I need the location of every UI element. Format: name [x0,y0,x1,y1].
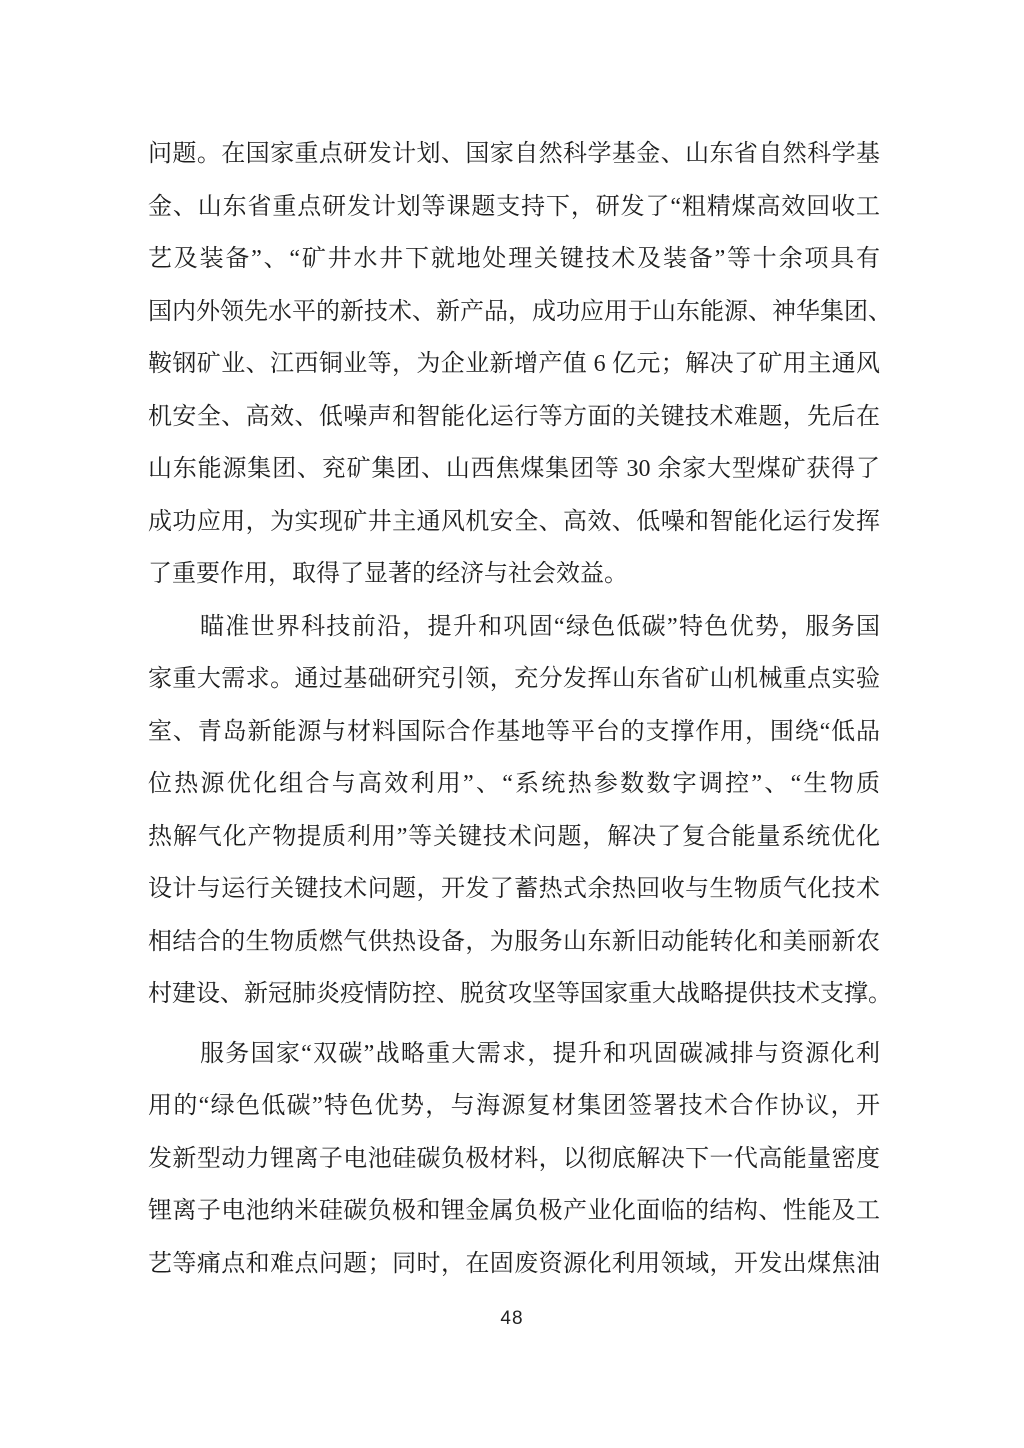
text-line: 金、山东省重点研发计划等课题支持下，研发了“粗精煤高效回收工 [148,193,880,220]
text-line: 用的“绿色低碳”特色优势，与海源复材集团签署技术合作协议，开 [148,1093,880,1119]
text-line: 艺等痛点和难点问题；同时，在固废资源化利用领域，开发出煤焦油 [148,1250,880,1277]
text-line: 锂离子电池纳米硅碳负极和锂金属负极产业化面临的结构、性能及工 [148,1198,880,1224]
text-line: 山东能源集团、兖矿集团、山西焦煤集团等 30 余家大型煤矿获得了 [148,456,880,482]
text-line: 热解气化产物提质利用”等关键技术问题，解决了复合能量系统优化 [148,823,880,850]
text-line: 瞄准世界科技前沿，提升和巩固“绿色低碳”特色优势，服务国 [200,613,880,640]
text-line: 位热源优化组合与高效利用”、“系统热参数数字调控”、“生物质 [148,771,880,797]
text-line: 相结合的生物质燃气供热设备，为服务山东新旧动能转化和美丽新农 [148,928,880,955]
text-line: 了重要作用，取得了显著的经济与社会效益。 [148,561,628,587]
paragraph-1 [148,128,892,601]
text-line: 发新型动力锂离子电池硅碳负极材料，以彻底解决下一代高能量密度 [148,1145,880,1172]
page-number: 48 [500,1308,524,1329]
text-line: 问题。在国家重点研发计划、国家自然科学基金、山东省自然科学基 [148,141,880,167]
page-footer [0,1308,1024,1330]
text-line: 成功应用，为实现矿井主通风机安全、高效、低噪和智能化运行发挥 [148,508,880,535]
text-line: 服务国家“双碳”战略重大需求，提升和巩固碳减排与资源化利 [200,1040,880,1067]
paragraph-2 [148,601,892,1021]
text-line: 设计与运行关键技术问题，开发了蓄热式余热回收与生物质气化技术 [148,876,880,902]
text-line: 机安全、高效、低噪声和智能化运行等方面的关键技术难题，先后在 [148,403,880,430]
document-text-block [148,128,892,1290]
text-line: 村建设、新冠肺炎疫情防控、脱贫攻坚等国家重大战略提供技术支撑。 [148,981,892,1007]
paragraph-3 [148,1028,880,1291]
text-line: 鞍钢矿业、江西铜业等，为企业新增产值 6 亿元；解决了矿用主通风 [148,351,880,377]
text-line: 室、青岛新能源与材料国际合作基地等平台的支撑作用，围绕“低品 [148,718,880,745]
text-line: 国内外领先水平的新技术、新产品，成功应用于山东能源、神华集团、 [148,298,892,325]
text-line: 艺及装备”、“矿井水井下就地处理关键技术及装备”等十余项具有 [148,246,880,272]
text-line: 家重大需求。通过基础研究引领，充分发挥山东省矿山机械重点实验 [148,666,880,692]
